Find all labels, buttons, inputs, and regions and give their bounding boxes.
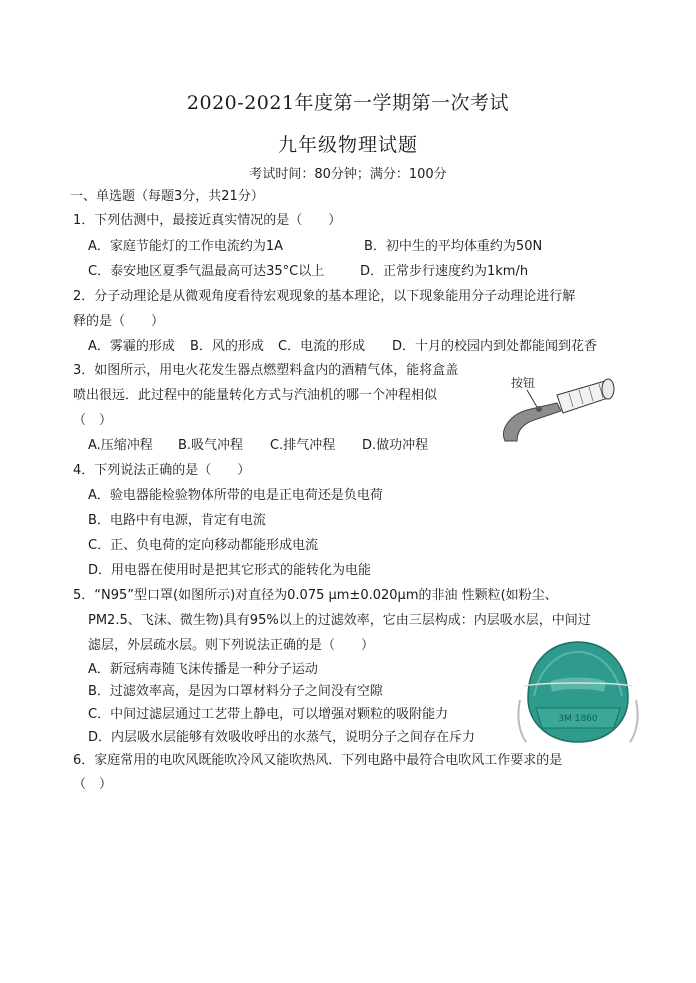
exam-subtitle: 九年级物理试题: [277, 134, 418, 156]
exam-info: 考试时间：80分钟；满分：100分: [249, 167, 447, 182]
q6-stem-line2: （ ）: [73, 777, 113, 792]
q1-option-a: A．家庭节能灯的工作电流约为1A: [88, 239, 284, 254]
q1-option-c: C．泰安地区夏季气温最高可达35°C以上: [88, 264, 325, 279]
button-label: 按钮: [511, 376, 536, 390]
q5-stem-line3: 滤层，外层疏水层。则下列说法正确的是（ ）: [88, 638, 375, 653]
section-heading: 一、单选题（每题3分，共21分）: [70, 189, 264, 204]
q3-option-a: A.压缩冲程: [88, 438, 153, 453]
n95-mask-figure: [514, 638, 642, 748]
q2-option-c: C．电流的形成: [278, 339, 366, 354]
spark-igniter-figure: [497, 369, 627, 449]
q3-option-b: B.吸气冲程: [178, 438, 244, 453]
q1-option-d: D．正常步行速度约为1km/h: [360, 264, 529, 279]
q2-option-d: D．十月的校园内到处都能闻到花香: [392, 339, 598, 354]
q3-stem-line1: 3．如图所示，用电火花发生器点燃塑料盒内的酒精气体，能将盒盖: [73, 363, 459, 378]
q5-stem-line2: PM2.5、飞沫、微生物)具有95%以上的过滤效率，它由三层构成：内层吸水层，中间过: [88, 613, 591, 628]
q2-option-b: B．风的形成: [190, 339, 264, 354]
q3-option-d: D.做功冲程: [362, 438, 429, 453]
q1-stem: 1．下列估测中，最接近真实情况的是（ ）: [73, 213, 342, 228]
q6-stem-line1: 6．家庭常用的电吹风既能吹冷风又能吹热风．下列电路中最符合电吹风工作要求的是: [73, 753, 563, 768]
q2-stem-line2: 释的是（ ）: [73, 314, 165, 329]
q3-option-c: C.排气冲程: [270, 438, 336, 453]
exam-title: 2020-2021年度第一学期第一次考试: [186, 92, 510, 114]
q5-option-d: D．内层吸水层能够有效吸收呼出的水蒸气，说明分子之间存在斥力: [88, 730, 476, 745]
q4-option-b: B．电路中有电源，肯定有电流: [88, 513, 266, 528]
q2-stem-line1: 2．分子动理论是从微观角度看待宏观现象的基本理论，以下现象能用分子动理论进行解: [73, 289, 576, 304]
q5-stem-line1: 5．“N95”型口罩(如图所示)对直径为0.075 μm±0.020μm的非油 性颗粒(如粉尘、: [73, 588, 558, 603]
q3-stem-line2: 喷出很远．此过程中的能量转化方式与汽油机的哪一个冲程相似: [73, 388, 438, 403]
q5-option-c: C．中间过滤层通过工艺带上静电，可以增强对颗粒的吸附能力: [88, 707, 449, 722]
q5-option-a: A．新冠病毒随飞沫传播是一种分子运动: [88, 662, 318, 677]
q5-option-b: B．过滤效率高，是因为口罩材料分子之间没有空隙: [88, 684, 383, 699]
q1-option-b: B．初中生的平均体重约为50N: [364, 239, 543, 254]
q2-option-a: A．雾霾的形成: [88, 339, 175, 354]
q4-stem: 4．下列说法正确的是（ ）: [73, 463, 251, 478]
q4-option-d: D．用电器在使用时是把其它形式的能转化为电能: [88, 563, 372, 578]
mask-print-label: 3M 1860: [558, 714, 598, 724]
q3-stem-line3: （ ）: [73, 413, 113, 428]
q4-option-a: A．验电器能检验物体所带的电是正电荷还是负电荷: [88, 488, 383, 503]
q4-option-c: C．正、负电荷的定向移动都能形成电流: [88, 538, 319, 553]
